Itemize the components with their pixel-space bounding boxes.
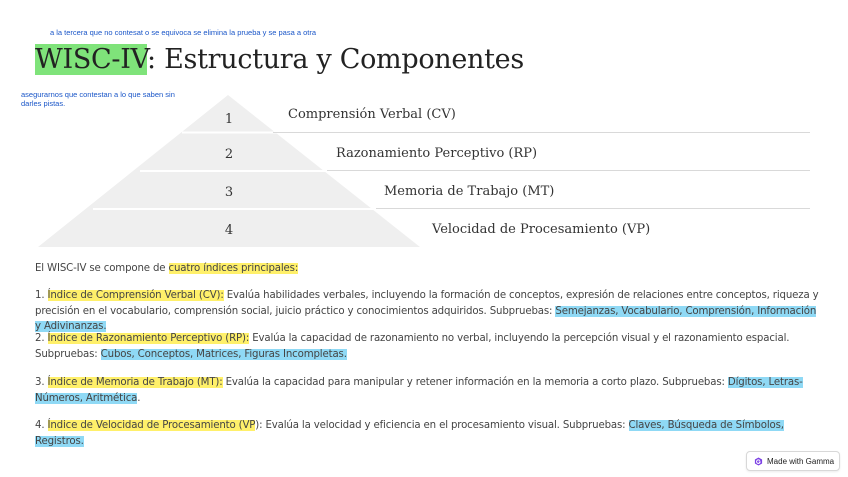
item-description: Evalúa la capacidad de razonamiento no verbal, incluyendo la percepción visual y el razonamiento espacial. Subpruebas: [35,333,790,360]
index-item-cv [35,288,825,335]
row-line-2 [327,170,810,171]
title-rest: : Estructura y Componentes [147,44,524,75]
pyramid-row-number: 2 [224,147,234,162]
gamma-logo-icon [754,457,763,466]
item-subtests: Dígitos, Letras-Números, Aritmética [35,377,803,404]
item-prefix: 3. [35,377,48,388]
item-subtests: Cubos, Conceptos, Matrices, Figuras Incompletas. [100,348,347,360]
item-description: Evalúa la capacidad para manipular y retener información en la memoria a corto plazo. Subpruebas: [222,377,728,388]
item-index-title: Índice de Memoria de Trabajo (MT): [47,377,223,388]
title-highlight: WISC-IV [35,44,148,75]
item-prefix: 1. [35,290,48,301]
made-with-gamma-badge[interactable] [746,451,840,471]
intro-paragraph [35,261,825,277]
intro-text: El WISC-IV se compone de [35,263,169,274]
pyramid-row-label: Razonamiento Perceptivo (RP) [336,146,538,161]
item-description: ): Evalúa la velocidad y eficiencia en el procesamiento visual. Subpruebas: [255,420,629,431]
item-suffix: . [137,392,141,404]
pyramid-row-number: 3 [224,185,234,200]
index-item-vp [35,418,825,449]
intro-highlight: cuatro índices principales: [168,263,299,274]
pyramid-row-label: Comprensión Verbal (CV) [288,107,456,122]
item-description: Evalúa habilidades verbales, incluyendo la formación de conceptos, expresión de relaciones entre conceptos, riqueza y precisión en el vocabulario, comprensión social, juicio práctico y conocimientos adquiridos. Subpruebas: [35,290,819,317]
item-subtests: Claves, Búsqueda de Símbolos, Registros. [35,420,784,447]
item-index-title: Índice de Velocidad de Procesamiento (VP [47,420,256,431]
index-item-mt [35,375,825,406]
pyramid-row-number: 4 [224,223,234,238]
badge-label: Made with Gamma [767,456,835,466]
item-prefix: 4. [35,420,48,431]
pyramid-row-label: Velocidad de Procesamiento (VP) [432,222,651,237]
pyramid-row-label: Memoria de Trabajo (MT) [384,184,555,199]
pyramid-row-number: 1 [224,112,234,127]
row-line-1 [273,132,810,133]
index-item-rp [35,331,825,362]
item-subtests: Semejanzas, Vocabulario, Comprensión, Información y Adivinanzas. [35,305,817,332]
row-line-3 [376,208,810,209]
annotation-note-top: a la tercera que no contesat o se equivoca se elimina la prueba y se pasa a otra [50,28,316,37]
item-index-title: Índice de Comprensión Verbal (CV): [47,290,224,301]
annotation-note-left: asegurarnos que contestan a lo que saben sin darles pistas. [21,90,175,108]
item-index-title: Índice de Razonamiento Perceptivo (RP): [47,333,250,344]
item-prefix: 2. [35,333,48,344]
